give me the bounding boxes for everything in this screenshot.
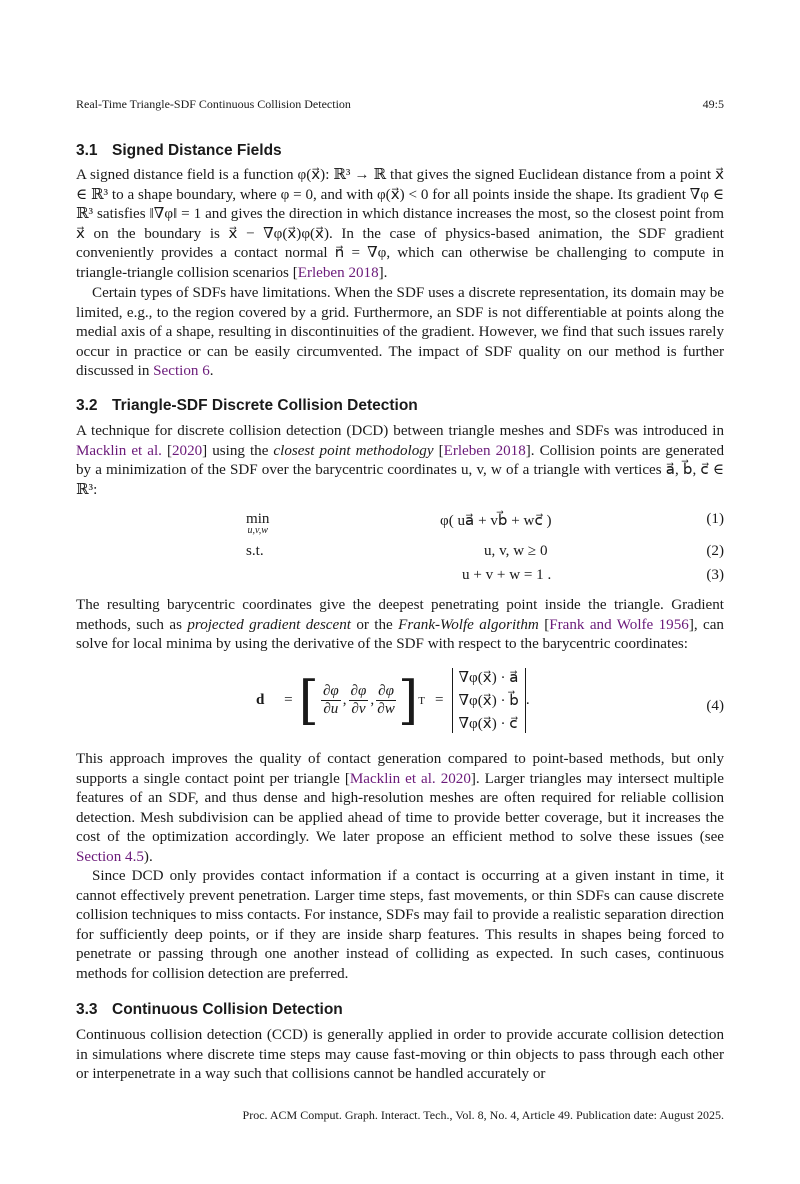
section-link[interactable]: Section 4.5 xyxy=(76,848,144,865)
citation-link[interactable]: Erleben 2018 xyxy=(443,442,526,459)
section-3-1-heading: 3.1 Signed Distance Fields xyxy=(76,142,282,159)
section-3-3-heading: 3.3 Continuous Collision Detection xyxy=(76,1001,343,1018)
section-3-1-paragraph-2: Certain types of SDFs have limitations. When the SDF uses a discrete representation, its domain may be limited, e.g., to the region covered by a grid. Furthermore, an SDF is not differentiable at points along the medial axis of a shape, resulting in discontinuities of the gradient. However, we find that such issues rarely occur in practice or can be easily circumvented. The impact of SDF quality on our method is further discussed in Section 6. xyxy=(76,285,724,380)
page-number: 49:5 xyxy=(702,97,724,111)
equation-3: u + v + w = 1 . (3) xyxy=(462,567,724,583)
section-3-2-paragraph-3: This approach improves the quality of contact generation compared to point-based methods, but only supports a single contact point per triangle [Macklin et al. 2020]. Larger triangles may intersect multiple features of an SDF, and thus dense and high-resolution meshes are often required for reliable collision detection. Mesh subdivision can be applied ahead of time to provide better coverage, but it increases the cost of the optimization accordingly. We later propose an efficient method to solve these issues (see Section 4.5). xyxy=(76,751,724,865)
section-3-1-paragraph-1: A signed distance field is a function φ(x⃗): ℝ³ → ℝ that gives the signed Euclidean distance from a point x⃗ ∈ ℝ³ to a shape boundary, where φ = 0, and with φ(x⃗) < 0 for all points inside the shape. Its gradient ∇φ ∈ ℝ³ satisfies ‖∇φ‖ = 1 and gives the direction in which distance increases the most, so the closest point from x⃗ on the boundary is x⃗ − ∇φ(x⃗)φ(x⃗). In the case of physics-based animation, the SDF gradient conveniently provides a contact normal n⃗ = ∇φ, which can otherwise be challenging to compute in triangle-triangle collision scenarios [Erleben 2018]. xyxy=(76,167,724,281)
section-3-3-paragraph-1: Continuous collision detection (CCD) is generally applied in order to provide accurate collision detection in simulations where discrete time steps may cause fast-moving or thin objects to pass through each other or interpenetrate in a way such that collisions cannot be handled accurately or xyxy=(76,1027,724,1083)
citation-link[interactable]: Macklin et al. xyxy=(76,442,162,459)
citation-link[interactable]: Frank and Wolfe 1956 xyxy=(549,616,689,633)
citation-link[interactable]: Erleben 2018 xyxy=(297,264,379,281)
section-3-2-paragraph-1: A technique for discrete collision detection (DCD) between triangle meshes and SDFs was introduced in Macklin et al. [2020] using the closest point methodology [Erleben 2018]. Collision points are generated by a minimization of the SDF over the barycentric coordinates u, v, w of a triangle with vertices a⃗, b⃗, c⃗ ∈ ℝ³: xyxy=(76,423,725,498)
section-3-2-heading: 3.2 Triangle-SDF Discrete Collision Detection xyxy=(76,397,418,414)
equation-2: s.t. u, v, w ≥ 0 (2) xyxy=(246,543,724,559)
running-header xyxy=(76,97,724,112)
running-title: Real-Time Triangle-SDF Continuous Collision Detection xyxy=(76,97,351,111)
citation-link[interactable]: Macklin et al. 2020 xyxy=(349,770,471,787)
section-link[interactable]: Section 6 xyxy=(153,363,210,380)
page-footer: Proc. ACM Comput. Graph. Interact. Tech., Vol. 8, No. 4, Article 49. Publication date: August 2025. xyxy=(242,1108,724,1122)
equation-1: min u,v,w φ( ua⃗ + vb⃗ + wc⃗ ) (1) xyxy=(246,511,724,536)
equation-4: d⃗ = [ $\frac{\partial\varphi}{\partial u}$ , $\frac{\partial\varphi}{\partial v}$ , $\frac{\partial\varphi}{\partial w}$ ] T = ∇φ(x⃗) · a⃗ ∇φ(x⃗) · b⃗ ∇φ(x⃗) · c⃗ . (4) xyxy=(256,670,724,732)
section-3-2-paragraph-2: The resulting barycentric coordinates give the deepest penetrating point inside the triangle. Gradient methods, such as projected gradient descent or the Frank-Wolfe algorithm [Frank and Wolfe 1956], can solve for local minima by using the derivative of the SDF with respect to the barycentric coordinates: xyxy=(76,597,724,653)
citation-link[interactable]: 2020 xyxy=(171,442,203,459)
section-3-2-paragraph-4: Since DCD only provides contact information if a contact is occurring at a given instant in time, it cannot effectively prevent penetration. Larger time steps, fast movements, or thin SDFs can cause discrete collision techniques to miss contacts. For instance, SDFs may fail to provide a realistic separation direction for sufficiently deep points, or if they are inside sharp features. This results in shapes being forced to penetrate or passing through one another instead of colliding as expected. In such cases, continuous methods for collision detection are preferred. xyxy=(76,868,724,982)
